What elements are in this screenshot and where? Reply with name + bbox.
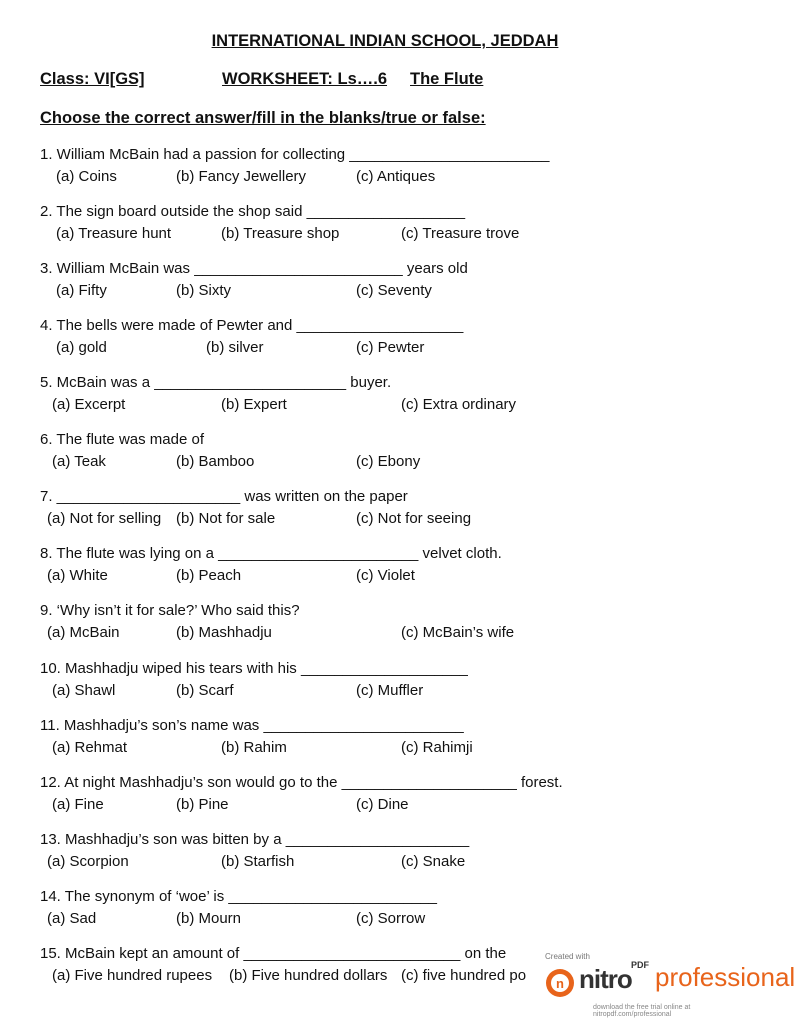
option-c: (c) Pewter xyxy=(356,339,425,356)
worksheet-label: WORKSHEET: Ls….6 xyxy=(222,70,388,88)
question xyxy=(40,258,740,302)
topic-label: The Flute xyxy=(410,70,484,88)
question-stem: 10. Mashhadju wiped his tears with his ____________________ xyxy=(40,660,468,677)
question-options xyxy=(40,680,740,702)
watermark-created-with: Created with xyxy=(545,952,590,961)
option-b: (b) Fancy Jewellery xyxy=(176,168,307,185)
question-options xyxy=(40,451,740,473)
option-c: (c) Antiques xyxy=(356,168,436,185)
question xyxy=(40,772,740,816)
question-options xyxy=(40,223,740,245)
option-b: (b) Sixty xyxy=(176,282,232,299)
question xyxy=(40,144,740,188)
question-stem: 8. The flute was lying on a ________________________ velvet cloth. xyxy=(40,545,502,562)
question-stem: 4. The bells were made of Pewter and ____________________ xyxy=(40,317,464,334)
option-c: (c) Treasure trove xyxy=(401,225,520,242)
question-options xyxy=(40,622,740,644)
option-c: (c) Dine xyxy=(356,796,409,813)
option-a: (a) Fifty xyxy=(56,282,107,299)
svg-text:n: n xyxy=(556,976,564,991)
question-stem: 2. The sign board outside the shop said ___________________ xyxy=(40,203,466,220)
option-c: (c) Rahimji xyxy=(401,739,473,756)
question-stem: 1. William McBain had a passion for collecting ________________________ xyxy=(40,146,550,163)
question-stem: 12. At night Mashhadju’s son would go to the _____________________ forest. xyxy=(40,774,563,791)
question-stem: 7. ______________________ was written on the paper xyxy=(40,488,408,505)
watermark-product: professional xyxy=(655,962,795,992)
option-a: (a) gold xyxy=(56,339,107,356)
option-b: (b) Not for sale xyxy=(176,510,276,527)
question-stem: 15. McBain kept an amount of __________________________ on the xyxy=(40,945,507,962)
option-c: (c) Not for seeing xyxy=(356,510,472,527)
nitro-watermark xyxy=(535,946,795,1024)
option-c: (c) Sorrow xyxy=(356,910,426,927)
option-c: (c) Violet xyxy=(356,567,415,584)
question xyxy=(40,315,740,359)
question xyxy=(40,201,740,245)
option-c: (c) Snake xyxy=(401,853,466,870)
question xyxy=(40,486,740,530)
option-b: (b) Mourn xyxy=(176,910,242,927)
option-b: (b) silver xyxy=(206,339,264,356)
option-c: (c) Muffler xyxy=(356,682,424,699)
option-a: (a) Excerpt xyxy=(52,396,126,413)
instruction: Choose the correct answer/fill in the blanks/true or false: xyxy=(40,109,486,127)
option-a: (a) Sad xyxy=(47,910,97,927)
option-a: (a) White xyxy=(47,567,108,584)
question-stem: 3. William McBain was _________________________ years old xyxy=(40,260,468,277)
option-b: (b) Pine xyxy=(176,796,229,813)
option-a: (a) Treasure hunt xyxy=(56,225,172,242)
question-options xyxy=(40,737,740,759)
question-options xyxy=(40,508,740,530)
option-c: (c) five hundred po xyxy=(401,967,527,984)
option-c: (c) McBain’s wife xyxy=(401,624,515,641)
option-c: (c) Seventy xyxy=(356,282,432,299)
option-c: (c) Extra ordinary xyxy=(401,396,517,413)
option-a: (a) Teak xyxy=(52,453,106,470)
watermark-brand-sup: PDF xyxy=(631,960,649,970)
option-b: (b) Five hundred dollars xyxy=(229,967,388,984)
option-a: (a) Not for selling xyxy=(47,510,162,527)
option-a: (a) Five hundred rupees xyxy=(52,967,213,984)
question xyxy=(40,600,740,644)
option-b: (b) Expert xyxy=(221,396,287,413)
question xyxy=(40,429,740,473)
question xyxy=(40,543,740,587)
question-options xyxy=(40,337,740,359)
option-a: (a) Shawl xyxy=(52,682,116,699)
option-a: (a) Coins xyxy=(56,168,117,185)
option-b: (b) Peach xyxy=(176,567,242,584)
option-a: (a) McBain xyxy=(47,624,120,641)
option-a: (a) Rehmat xyxy=(52,739,128,756)
question-stem: 13. Mashhadju’s son was bitten by a ______________________ xyxy=(40,831,470,848)
question-options xyxy=(40,908,740,930)
option-b: (b) Starfish xyxy=(221,853,295,870)
question-options xyxy=(40,394,740,416)
option-b: (b) Mashhadju xyxy=(176,624,272,641)
option-b: (b) Treasure shop xyxy=(221,225,340,242)
question-options xyxy=(40,280,740,302)
option-c: (c) Ebony xyxy=(356,453,421,470)
option-a: (a) Fine xyxy=(52,796,104,813)
question-stem: 5. McBain was a _______________________ buyer. xyxy=(40,374,392,391)
question-stem: 14. The synonym of ‘woe’ is _________________________ xyxy=(40,888,437,905)
nitro-logo-icon xyxy=(545,968,575,998)
class-label: Class: VI[GS] xyxy=(40,70,145,88)
option-a: (a) Scorpion xyxy=(47,853,129,870)
option-b: (b) Scarf xyxy=(176,682,234,699)
question xyxy=(40,829,740,873)
question xyxy=(40,372,740,416)
question-options xyxy=(40,851,740,873)
question-options xyxy=(40,166,740,188)
question-stem: 9. ‘Why isn’t it for sale?’ Who said this? xyxy=(40,602,300,619)
question-stem: 6. The flute was made of xyxy=(40,431,204,448)
option-b: (b) Bamboo xyxy=(176,453,255,470)
question xyxy=(40,658,740,702)
watermark-footer: download the free trial online at nitropdf.com/professional xyxy=(593,1004,691,1018)
question-options xyxy=(40,565,740,587)
school-name: INTERNATIONAL INDIAN SCHOOL, JEDDAH xyxy=(211,32,559,50)
question xyxy=(40,715,740,759)
question-options xyxy=(40,794,740,816)
question-stem: 11. Mashhadju’s son’s name was ________________________ xyxy=(40,717,464,734)
question xyxy=(40,886,740,930)
watermark-brand: nitro xyxy=(579,964,632,994)
option-b: (b) Rahim xyxy=(221,739,287,756)
